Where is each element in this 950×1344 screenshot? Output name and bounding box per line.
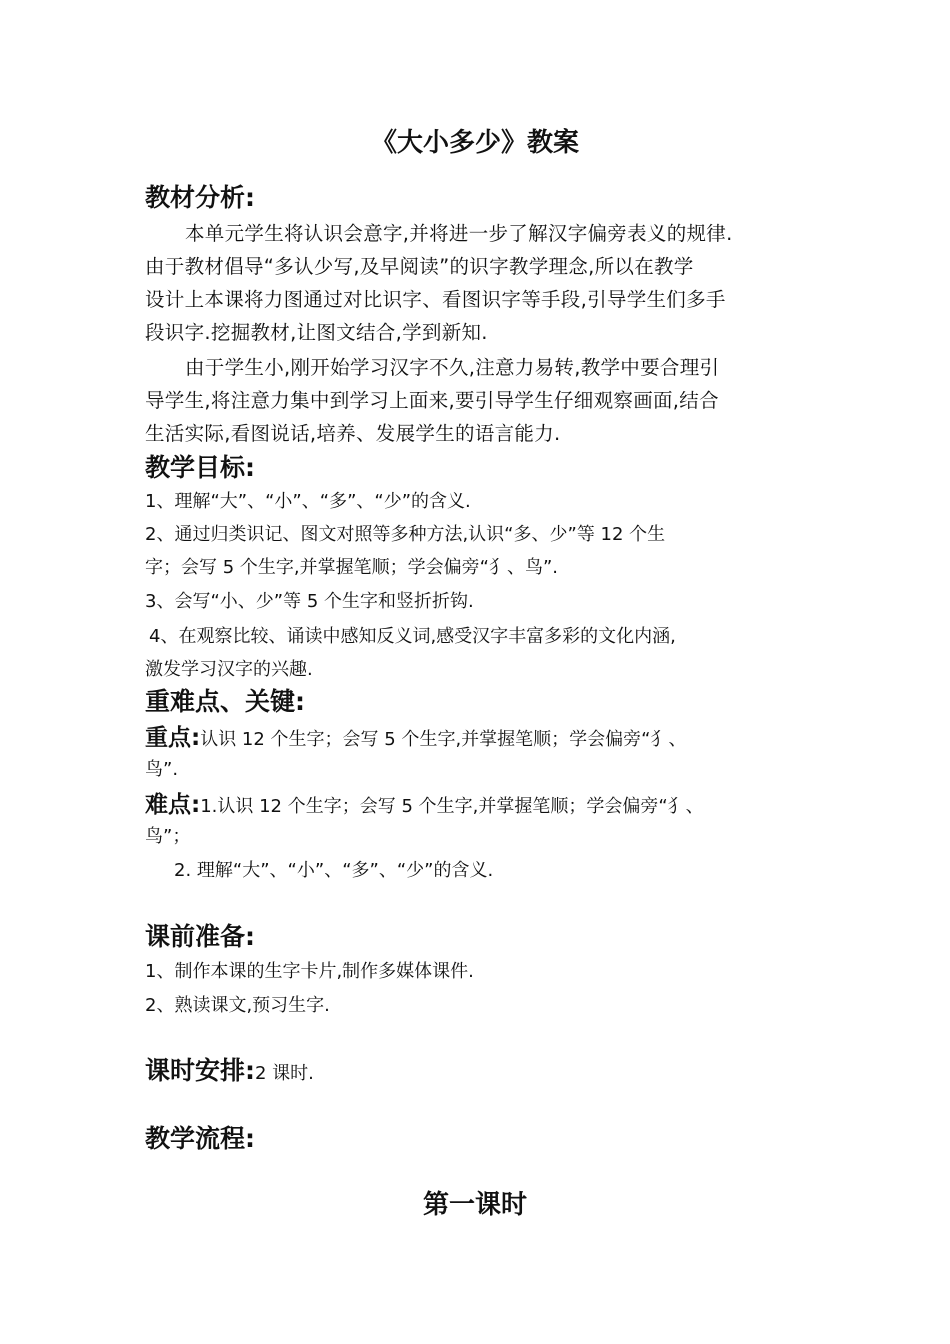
key-points-heading: 重难点、关键: [145,687,305,716]
schedule-value: 2 课时. [255,1063,314,1084]
schedule-line [145,1051,314,1087]
analysis-line: 设计上本课将力图通过对比识字、看图识字等手段,引导学生们多手 [145,288,726,311]
analysis-line: 本单元学生将认识会意字,并将进一步了解汉字偏旁表义的规律. [185,222,733,245]
document-title: 《大小多少》教案 [370,128,579,158]
goal-item: 4、在观察比较、诵读中感知反义词,感受汉字丰富多彩的文化内涵, [149,626,676,647]
analysis-heading: 教材分析: [145,183,255,212]
goal-item: 1、理解“大”、“小”、“多”、“少”的含义. [145,491,471,512]
key-point-text-cont: 鸟”. [145,759,179,780]
analysis-line: 生活实际,看图说话,培养、发展学生的语言能力. [145,422,561,445]
goal-item: 3、会写“小、少”等 5 个生字和竖折折钩. [145,591,474,612]
prep-heading: 课前准备: [145,922,255,951]
flow-heading: 教学流程: [145,1124,255,1153]
key-point-label: 重点: [145,725,201,751]
key-point-text: 认识 12 个生字；会写 5 个生字,并掌握笔顺；学会偏旁“犭、 [200,729,687,750]
prep-item: 2、熟读课文,预习生字. [145,995,330,1016]
difficulty-text: 1.认识 12 个生字；会写 5 个生字,并掌握笔顺；学会偏旁“犭、 [200,796,704,817]
analysis-line: 由于学生小,刚开始学习汉字不久,注意力易转,教学中要合理引 [185,356,720,379]
lesson-one-title: 第一课时 [422,1190,527,1220]
goal-item: 2、通过归类识记、图文对照等多种方法,认识“多、少”等 12 个生 [145,524,666,545]
difficulty-text-item2: 2. 理解“大”、“小”、“多”、“少”的含义. [174,860,494,881]
difficulty-label: 难点: [145,792,201,818]
goals-heading: 教学目标: [145,453,255,482]
key-point-line [145,719,687,752]
goal-item: 激发学习汉字的兴趣. [145,659,313,680]
analysis-line: 段识字.挖掘教材,让图文结合,学到新知. [145,321,488,344]
prep-item: 1、制作本课的生字卡片,制作多媒体课件. [145,961,474,982]
difficulty-line [145,786,704,819]
difficulty-text-cont: 鸟”； [145,826,191,847]
analysis-line: 由于教材倡导“多认少写,及早阅读”的识字教学理念,所以在教学 [145,255,694,278]
goal-item: 字；会写 5 个生字,并掌握笔顺；学会偏旁“犭、鸟”. [145,557,558,578]
analysis-line: 导学生,将注意力集中到学习上面来,要引导学生仔细观察画面,结合 [145,389,719,412]
schedule-heading: 课时安排: [145,1056,255,1085]
